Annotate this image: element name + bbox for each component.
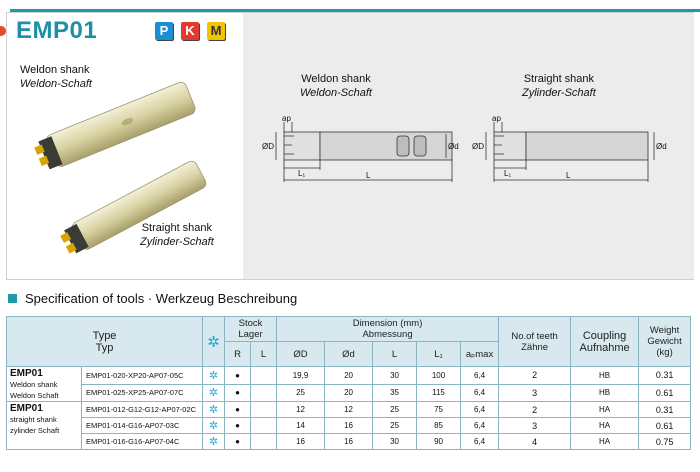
dim-L1: 90 [417, 434, 461, 450]
weldon-drawing-caption: Weldon shank Weldon-Schaft [300, 73, 372, 99]
dim-D: 14 [277, 418, 325, 434]
order-code: EMP01-014-G16-AP07-03C [82, 418, 203, 434]
star-header: ✲ [203, 317, 225, 367]
order-code: EMP01-012-G12-G12-AP07-02C [82, 402, 203, 418]
straight-ap-label: ap [492, 114, 501, 123]
weight: 0.31 [639, 402, 691, 418]
straight-L-label: L [566, 171, 571, 180]
material-badge-k: K [181, 22, 199, 40]
straight-d-label: Ød [656, 142, 667, 151]
dim-L1: 75 [417, 402, 461, 418]
spec-table [6, 316, 691, 450]
stock-header: Stock Lager [225, 317, 277, 342]
teeth: 3 [499, 418, 571, 434]
table-row [7, 434, 691, 450]
dim-L: 25 [373, 402, 417, 418]
dim-d-header: Ød [325, 342, 373, 367]
dim-L1-header: L₁ [417, 342, 461, 367]
stock-l-header: L [251, 342, 277, 367]
dim-L: 25 [373, 418, 417, 434]
weldon-L-label: L [366, 171, 371, 180]
coupling: HA [571, 434, 639, 450]
dim-L1: 100 [417, 367, 461, 385]
stock-r: ● [225, 418, 251, 434]
dim-ap: 6,4 [461, 402, 499, 418]
dim-L1: 85 [417, 418, 461, 434]
dimension-header: Dimension (mm) Abmessung [277, 317, 499, 342]
star-icon: ✲ [208, 387, 219, 400]
star-icon: ✲ [208, 369, 219, 382]
stock-l [251, 434, 277, 450]
table-row [7, 384, 691, 402]
page-title: EMP01 [16, 17, 98, 44]
teeth: 2 [499, 402, 571, 418]
dim-d: 20 [325, 384, 373, 402]
group-straight: EMP01 straight shank zylinder Schaft [7, 402, 82, 450]
dim-L: 30 [373, 434, 417, 450]
straight-drawing-caption: Straight shank Zylinder-Schaft [522, 73, 596, 99]
table-row [7, 418, 691, 434]
weight: 0.75 [639, 434, 691, 450]
order-code: EMP01-016-G16-AP07-04C [82, 434, 203, 450]
teeth: 3 [499, 384, 571, 402]
dim-L: 35 [373, 384, 417, 402]
weldon-ap-label: ap [282, 114, 291, 123]
dim-d: 12 [325, 402, 373, 418]
stock-l [251, 384, 277, 402]
teeth: 2 [499, 367, 571, 385]
order-code: EMP01-025-XP25-AP07-07C [82, 384, 203, 402]
table-row [7, 402, 691, 418]
dim-d: 20 [325, 367, 373, 385]
order-code: EMP01-020-XP20-AP07-05C [82, 367, 203, 385]
star-icon: ✲ [208, 404, 219, 416]
weight-header: Weight Gewicht (kg) [639, 317, 691, 367]
technical-drawings [262, 112, 682, 192]
dim-D: 16 [277, 434, 325, 450]
dim-ap: 6,4 [461, 367, 499, 385]
type-header: Type Typ [7, 317, 203, 367]
weight: 0.61 [639, 384, 691, 402]
dim-L-header: L [373, 342, 417, 367]
dim-L: 30 [373, 367, 417, 385]
dim-d: 16 [325, 434, 373, 450]
weldon-L1-label: L₁ [298, 169, 306, 178]
star-icon: ✲ [208, 436, 219, 448]
weldon-caption: Weldon shank Weldon-Schaft [20, 64, 92, 90]
weldon-d-label: Ød [448, 142, 459, 151]
tool-illustration [30, 82, 230, 282]
dim-D-header: ØD [277, 342, 325, 367]
straight-caption: Straight shank Zylinder-Schaft [140, 222, 214, 248]
weldon-tool-image [32, 82, 197, 173]
dim-L1: 115 [417, 384, 461, 402]
dim-ap-header: aₚmax [461, 342, 499, 367]
weight: 0.31 [639, 367, 691, 385]
dim-ap: 6,4 [461, 418, 499, 434]
coupling: HB [571, 367, 639, 385]
section-title: Specification of tools · Werkzeug Beschreibung [25, 291, 298, 306]
star-icon: ✲ [208, 420, 219, 432]
coupling-header: Coupling Aufnahme [571, 317, 639, 367]
section-marker [8, 294, 17, 303]
stock-r: ● [225, 434, 251, 450]
coupling: HA [571, 402, 639, 418]
coupling: HA [571, 418, 639, 434]
stock-l [251, 367, 277, 385]
straight-L1-label: L₁ [504, 169, 512, 178]
material-badge-p: P [155, 22, 173, 40]
stock-r-header: R [225, 342, 251, 367]
dim-D: 19,9 [277, 367, 325, 385]
stock-r: ● [225, 367, 251, 385]
table-row [7, 367, 691, 385]
straight-D-label: ØD [472, 142, 484, 151]
section-heading [8, 291, 297, 306]
weldon-D-label: ØD [262, 142, 274, 151]
teeth-header: No.of teeth Zähne [499, 317, 571, 367]
dim-D: 12 [277, 402, 325, 418]
dim-d: 16 [325, 418, 373, 434]
top-rule [0, 0, 700, 11]
stock-r: ● [225, 384, 251, 402]
dim-D: 25 [277, 384, 325, 402]
group-weldon: EMP01 Weldon shank Weldon Schaft [7, 367, 82, 402]
stock-r: ● [225, 402, 251, 418]
material-badge-m: M [207, 22, 225, 40]
coupling: HB [571, 384, 639, 402]
weight: 0.61 [639, 418, 691, 434]
dim-ap: 6,4 [461, 384, 499, 402]
stock-l [251, 402, 277, 418]
teeth: 4 [499, 434, 571, 450]
stock-l [251, 418, 277, 434]
dim-ap: 6,4 [461, 434, 499, 450]
